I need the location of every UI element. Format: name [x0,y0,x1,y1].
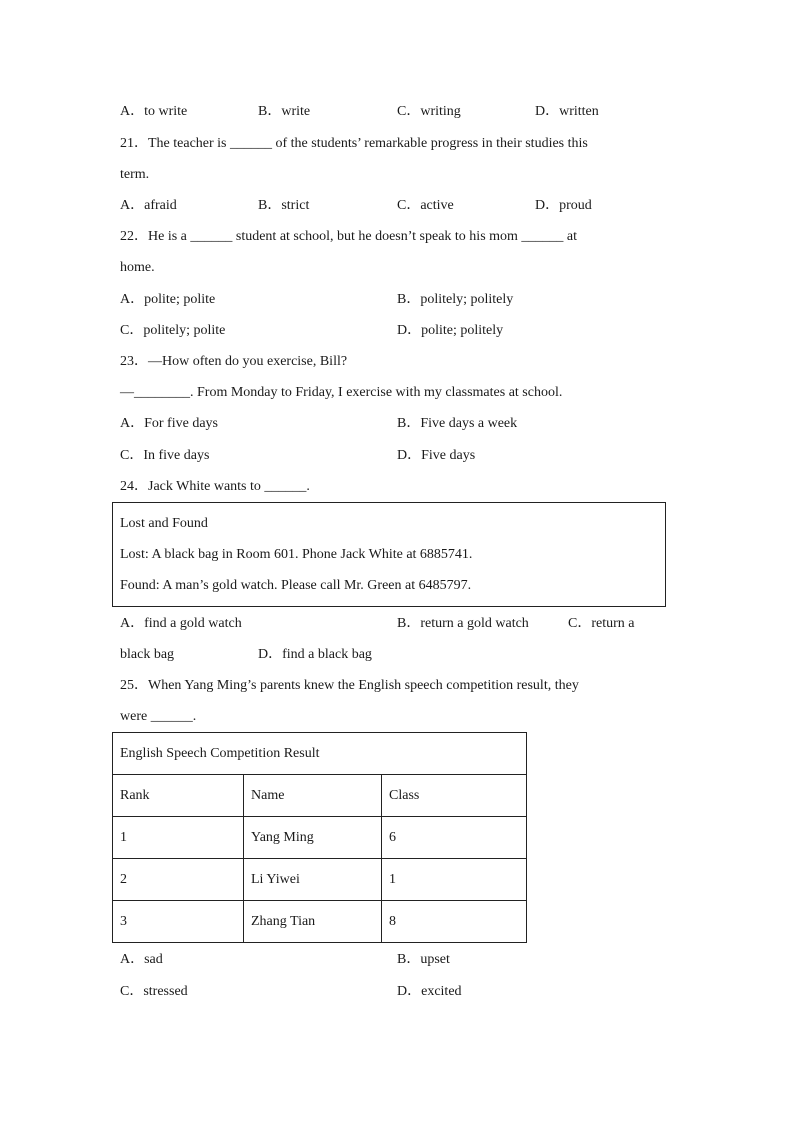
q21-option-b: B．strict [258,198,310,213]
q23-option-d: D．Five days [397,448,476,463]
q20-option-d: D．written [535,104,599,119]
table-title-row [113,733,527,775]
header-rank: Rank [113,775,244,817]
q24-option-a: A．find a gold watch [120,616,242,631]
q24-stem: 24．Jack White wants to ______. [120,479,310,494]
q25-option-c: C．stressed [120,984,188,999]
q20-option-b: B．write [258,104,311,119]
q20-option-c: C．writing [397,104,461,119]
q25-option-d: D．excited [397,984,462,999]
q20-option-a: A．to write [120,104,188,119]
q25-stem-line1: 25．When Yang Ming’s parents knew the English speech competition result, they [120,678,579,693]
table-header-row [113,775,527,817]
q23-option-b: B．Five days a week [397,416,518,431]
table-row [113,817,527,859]
q22-option-a: A．polite; polite [120,292,216,307]
q25-stem-line2: were ______. [120,709,197,724]
q21-option-d: D．proud [535,198,592,213]
table-row [113,859,527,901]
q21-stem-line2: term. [120,167,150,182]
q23-option-a: A．For five days [120,416,218,431]
table-title: English Speech Competition Result [113,733,527,775]
cell-name: Yang Ming [244,817,382,859]
q23-stem-line2: —________. From Monday to Friday, I exercise with my classmates at school. [120,385,563,400]
cell-name: Zhang Tian [244,901,382,943]
q21-option-c: C．active [397,198,454,213]
notice-title: Lost and Found [120,516,208,531]
q24-option-c-cont: black bag [120,647,175,662]
cell-rank: 3 [113,901,244,943]
cell-name: Li Yiwei [244,859,382,901]
q24-option-b: B．return a gold watch [397,616,529,631]
q22-option-c: C．politely; polite [120,323,226,338]
header-name: Name [244,775,382,817]
q22-stem-line2: home. [120,260,155,275]
q23-option-c: C．In five days [120,448,210,463]
q24-option-d: D．find a black bag [258,647,372,662]
q22-stem-line1: 22．He is a ______ student at school, but he doesn’t speak to his mom ______ at [120,229,578,244]
cell-class: 6 [382,817,527,859]
header-class: Class [382,775,527,817]
lost-and-found-notice [112,502,666,607]
cell-rank: 2 [113,859,244,901]
table-row [113,901,527,943]
cell-rank: 1 [113,817,244,859]
notice-lost: Lost: A black bag in Room 601. Phone Jack White at 6885741. [120,547,473,562]
cell-class: 8 [382,901,527,943]
notice-found: Found: A man’s gold watch. Please call Mr. Green at 6485797. [120,578,472,593]
q23-stem-line1: 23．—How often do you exercise, Bill? [120,354,348,369]
q25-option-b: B．upset [397,952,450,967]
q21-option-a: A．afraid [120,198,177,213]
result-table [112,732,527,943]
q24-option-c: C．return a [568,616,635,631]
cell-class: 1 [382,859,527,901]
q22-option-d: D．polite; politely [397,323,504,338]
q22-option-b: B．politely; politely [397,292,514,307]
q25-option-a: A．sad [120,952,163,967]
q21-stem-line1: 21．The teacher is ______ of the students’ remarkable progress in their studies this [120,136,588,151]
